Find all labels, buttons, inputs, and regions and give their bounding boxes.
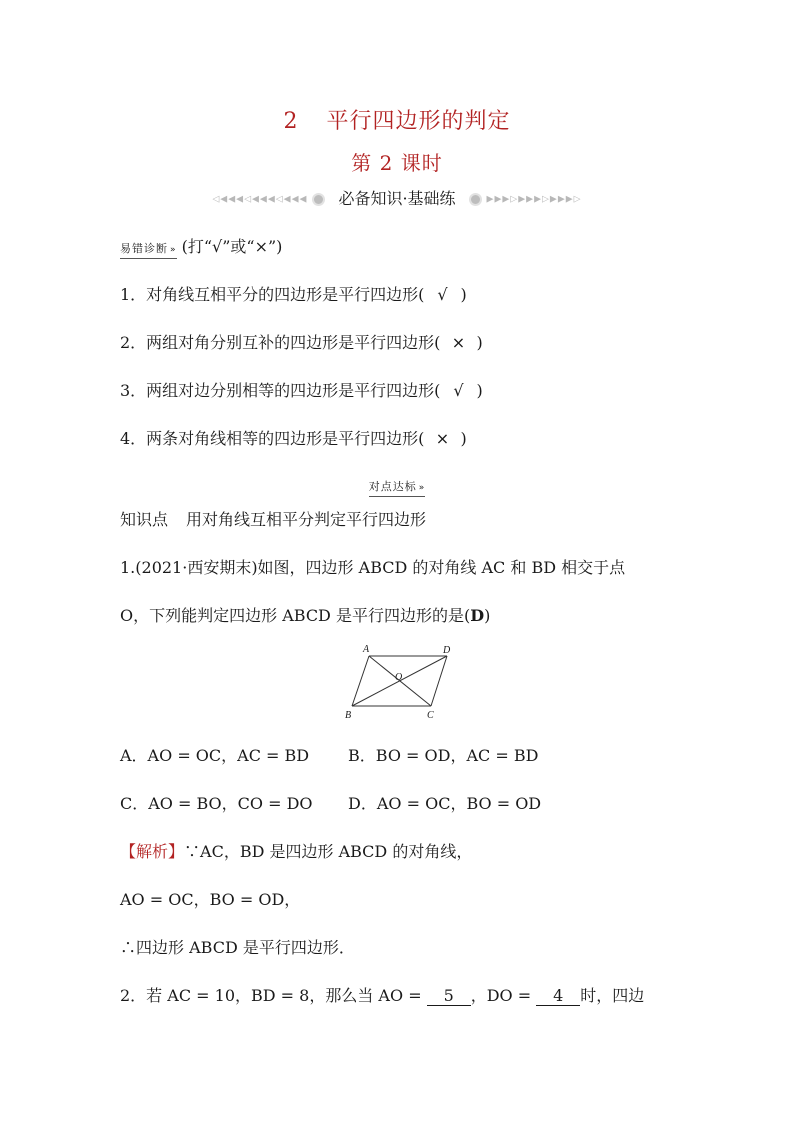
diagnosis-tag: [120, 240, 177, 259]
answer-blank-do: 4: [536, 986, 580, 1006]
lesson-title-text: 平行四边形的判定: [326, 109, 511, 134]
question1-answer: D: [470, 606, 485, 625]
analysis-label: 【解析】: [120, 842, 185, 861]
option-a: A．AO = OC，AC = BD: [120, 746, 310, 765]
diagnosis-header: [120, 234, 282, 259]
diagnosis-tag-text: 易错诊断: [120, 242, 168, 255]
diagnosis-item: [120, 378, 483, 401]
diagnosis-item: [120, 282, 467, 305]
options-row-1: [120, 743, 538, 766]
question2-line: [120, 983, 644, 1006]
vertex-label-d: D: [443, 645, 451, 656]
analysis-text-1: ∵AC，BD 是四边形 ABCD 的对角线，: [184, 842, 473, 861]
diagnosis-item-close: ): [476, 333, 483, 352]
answer-blank-ao: 5: [427, 986, 471, 1006]
diagnosis-item-text: 3．两组对边分别相等的四边形是平行四边形(: [120, 381, 441, 400]
diagnosis-item-text: 2．两组对角分别互补的四边形是平行四边形(: [120, 333, 441, 352]
analysis-line-3: ∴四边形 ABCD 是平行四边形．: [120, 938, 355, 957]
diagnosis-item: [120, 426, 467, 449]
question1-line2: [120, 603, 490, 626]
analysis-line-1: [120, 839, 472, 862]
parallelogram-figure: [336, 640, 466, 726]
question2-mid: ，DO =: [470, 986, 532, 1005]
analysis-line-2: AO = OC，BO = OD，: [120, 890, 301, 909]
practice-tag-text: 对点达标: [368, 480, 417, 493]
question1-close: ): [484, 606, 491, 625]
question2-stem: 2．若 AC = 10，BD = 8，那么当 AO =: [120, 986, 422, 1005]
question2-tail: 时，四边: [580, 986, 645, 1005]
diagnosis-item-close: ): [460, 429, 467, 448]
knowledge-point-label: 知识点: [120, 510, 169, 529]
lesson-number: 2: [283, 109, 299, 134]
vertex-label-o: O: [395, 672, 403, 683]
diagnosis-item: [120, 330, 483, 353]
vertex-label-b: B: [345, 710, 352, 721]
double-chevron-icon: »: [170, 245, 177, 255]
diagnosis-item-text: 1．对角线互相平分的四边形是平行四边形(: [120, 285, 425, 304]
option-c: C．AO = BO，CO = DO: [120, 794, 313, 813]
banner-right-dot-icon: [469, 193, 482, 206]
option-b: B．BO = OD，AC = BD: [348, 746, 539, 765]
check-mark-icon: √: [437, 285, 448, 304]
practice-header: [0, 475, 794, 497]
knowledge-point-text: 用对角线互相平分判定平行四边形: [186, 510, 427, 529]
banner-left-decoration: ◁◀◀◀◁◀◀◀◁◀◀◀: [212, 194, 308, 205]
banner-right-decoration: ▶▶▶▷▶▶▶▷▶▶▶▷: [486, 194, 582, 205]
diagnosis-instruction: (打“√”或“×”): [181, 237, 283, 256]
diagnosis-item-close: ): [460, 285, 467, 304]
diagnosis-item-text: 4．两条对角线相等的四边形是平行四边形(: [120, 429, 425, 448]
cross-mark-icon: ×: [451, 333, 466, 352]
question1-line1: 1.(2021·西安期末)如图，四边形 ABCD 的对角线 AC 和 BD 相交于点: [120, 558, 626, 577]
vertex-label-c: C: [427, 710, 434, 721]
options-row-2: [120, 791, 541, 814]
question1-stem: O，下列能判定四边形 ABCD 是平行四边形的是(: [120, 606, 471, 625]
banner-left-dot-icon: [312, 193, 325, 206]
cross-mark-icon: ×: [435, 429, 450, 448]
vertex-label-a: A: [363, 644, 370, 655]
section-banner: [0, 186, 794, 209]
practice-tag: [369, 478, 426, 497]
banner-label: 必备知识·基础练: [338, 189, 456, 208]
option-d: D．AO = OC，BO = OD: [348, 794, 542, 813]
period-title: 第 2 课时: [351, 151, 443, 175]
knowledge-point: [120, 507, 426, 530]
check-mark-icon: √: [453, 381, 464, 400]
lesson-title: [0, 104, 794, 135]
diagnosis-item-close: ): [476, 381, 483, 400]
double-chevron-icon: »: [418, 483, 426, 493]
